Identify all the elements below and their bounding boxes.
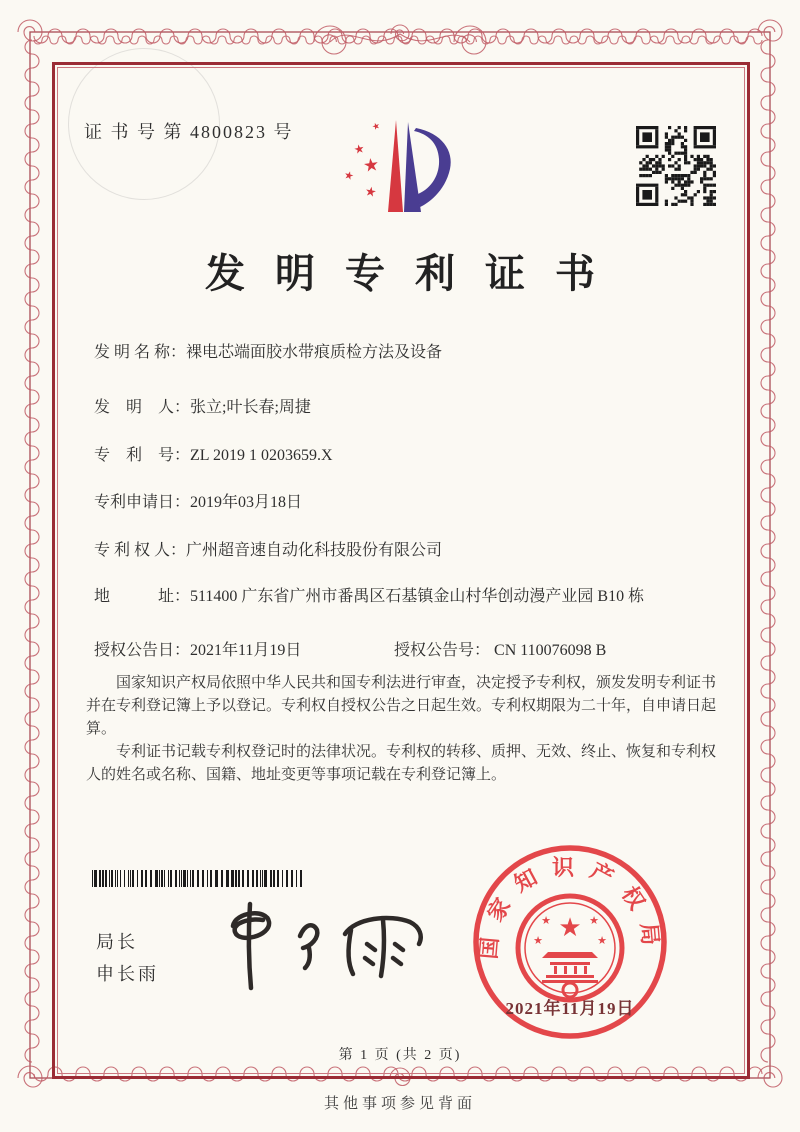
field-filing-date (94, 492, 718, 514)
field-value: ZL 2019 1 0203659.X (190, 447, 333, 464)
svg-text:★: ★ (370, 121, 382, 134)
commissioner-name: 申长雨 (96, 964, 159, 984)
national-emblem (518, 896, 622, 1000)
field-inventors (94, 397, 718, 419)
official-seal (466, 844, 676, 1054)
svg-text:★: ★ (597, 934, 607, 947)
svg-text:★: ★ (533, 934, 543, 947)
field-grant-row (94, 640, 718, 662)
svg-text:★: ★ (342, 168, 356, 184)
logo-red-spire (388, 120, 403, 212)
logo-p-bowl (414, 128, 451, 207)
seal-date: 2021年11月19日 (505, 999, 635, 1018)
field-label: 地 址： (94, 588, 191, 605)
legal-paragraph-2: 专利证书记载专利权登记时的法律状况。专利权的转移、质押、无效、终止、恢复和专利权人的姓名或名称、国籍、地址变更等事项记载在专利登记簿上。 (86, 744, 717, 783)
seal-text: 国家知识产权局 (475, 855, 665, 961)
field-value: 2021年11月19日 (190, 642, 302, 659)
field-label: 专 利 权 人： (94, 542, 187, 559)
field-patentee (94, 540, 718, 562)
footer-note: 其他事项参见背面 (323, 1096, 476, 1112)
cnipa-logo-icon (330, 95, 490, 220)
svg-text:★: ★ (558, 913, 582, 943)
field-label: 发 明 人： (94, 399, 191, 416)
page-indicator: 第 1 页 (共 2 页) (338, 1048, 462, 1063)
field-patent-number (94, 445, 718, 467)
field-value: CN 110076098 B (494, 642, 607, 659)
svg-text:★: ★ (363, 184, 378, 201)
field-value: 广州超音速自动化科技股份有限公司 (186, 542, 443, 559)
field-grant-number (394, 640, 606, 662)
field-value: 裸电芯端面胶水带痕质检方法及设备 (186, 344, 443, 361)
certificate-number: 证 书 号 第 4800823 号 (84, 122, 294, 142)
svg-text:★: ★ (361, 154, 381, 178)
legal-paragraph-1: 国家知识产权局依照中华人民共和国专利法进行审查，决定授予专利权，颁发发明专利证书并在专利登记簿上予以登记。专利权自授权公告之日起生效。专利权期限为二十年，自申请日起算。 (86, 675, 717, 737)
signature (205, 896, 435, 991)
svg-text:★: ★ (352, 141, 366, 158)
field-label: 授权公告号： (394, 642, 491, 659)
field-value: 张立;叶长春;周捷 (190, 399, 311, 416)
legal-text (86, 672, 718, 787)
field-value: 511400 广东省广州市番禺区石基镇金山村华创动漫产业园 B10 栋 (190, 588, 645, 605)
logo-purple-spire (404, 122, 421, 212)
field-label: 发 明 名 称： (94, 344, 187, 361)
field-label: 授权公告日： (94, 642, 191, 659)
field-value: 2019年03月18日 (190, 494, 303, 511)
field-address (94, 586, 718, 608)
svg-text:★: ★ (541, 914, 551, 927)
barcode (92, 870, 304, 887)
field-invention-name (94, 342, 718, 364)
commissioner-title: 局长 (96, 932, 138, 952)
field-label: 专利申请日： (94, 494, 191, 511)
logo-stars (342, 121, 381, 201)
svg-text:★: ★ (589, 914, 599, 927)
field-label: 专 利 号： (94, 447, 191, 464)
qr-code (636, 126, 716, 206)
certificate-title: 发明专利证书 (205, 251, 625, 296)
